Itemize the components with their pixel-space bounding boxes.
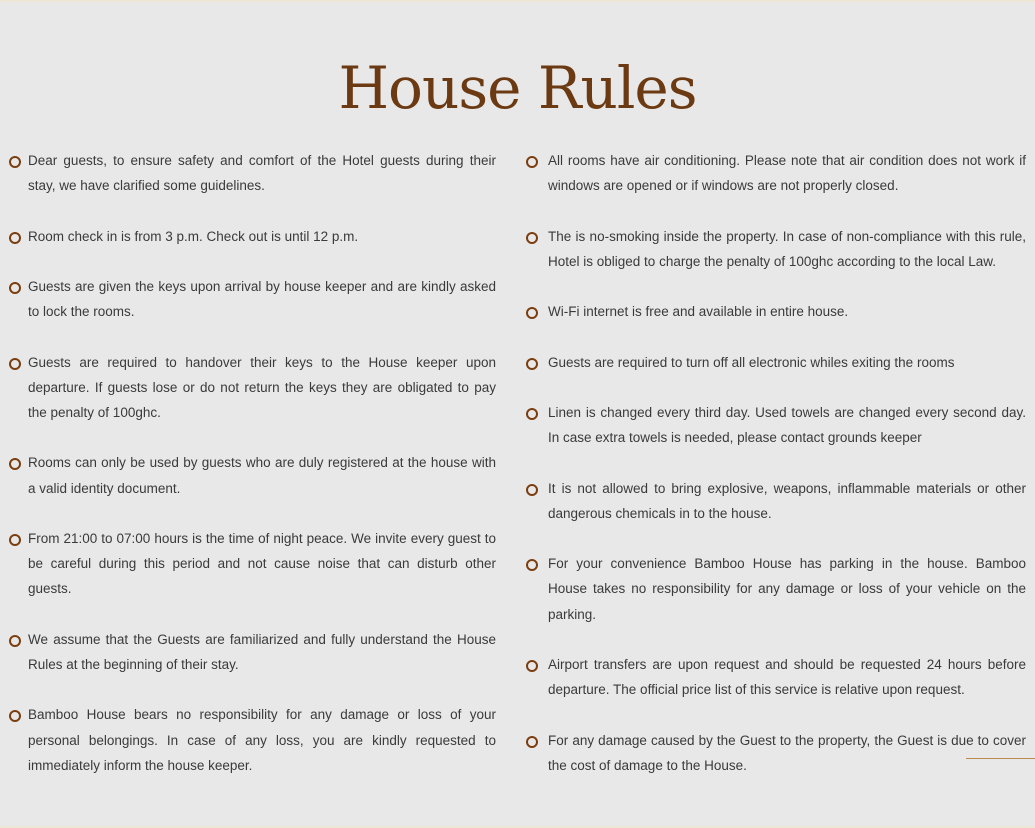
rule-text: Room check in is from 3 p.m. Check out is until 12 p.m. [28, 228, 359, 244]
rule-text: It is not allowed to bring explosive, weapons, inflammable materials or other dangerous chemicals in to the house. [548, 480, 1026, 521]
rule-item [520, 148, 1026, 198]
rules-column-right [520, 148, 1026, 803]
decorative-divider-line [966, 758, 1035, 759]
rule-text: Rooms can only be used by guests who are duly registered at the house with a valid identity document. [28, 455, 496, 496]
rule-item [520, 728, 1026, 778]
rule-text: Airport transfers are upon request and should be requested 24 hours before departure. The official price list of this service is relative upon request. [548, 656, 1026, 698]
circle-bullet-icon [526, 660, 538, 672]
rule-item [0, 702, 496, 778]
circle-bullet-icon [526, 307, 538, 319]
rule-item [520, 299, 1026, 324]
circle-bullet-icon [526, 358, 538, 370]
rule-text: Linen is changed every third day. Used towels are changed every second day. In case extra towels is needed, please contact grounds keeper [548, 404, 1026, 446]
rule-item [0, 148, 496, 198]
rule-item [520, 476, 1026, 526]
circle-bullet-icon [9, 358, 21, 370]
circle-bullet-icon [526, 736, 538, 748]
circle-bullet-icon [9, 232, 21, 244]
circle-bullet-icon [9, 635, 21, 647]
circle-bullet-icon [9, 534, 21, 546]
rule-text: We assume that the Guests are familiarized and fully understand the House Rules at the beginning of their stay. [28, 631, 496, 672]
rule-text: For your convenience Bamboo House has parking in the house. Bamboo House takes no responsibility for any damage or loss of your vehicle on the parking. [548, 556, 1026, 622]
circle-bullet-icon [9, 458, 21, 470]
rule-item [520, 224, 1026, 274]
circle-bullet-icon [526, 559, 538, 571]
rule-item [0, 450, 496, 500]
circle-bullet-icon [526, 232, 538, 244]
circle-bullet-icon [526, 484, 538, 496]
rule-item [520, 652, 1026, 702]
rule-item [520, 350, 1026, 375]
circle-bullet-icon [526, 156, 538, 168]
rule-item [0, 274, 496, 324]
rule-item [0, 224, 496, 249]
rule-text: Dear guests, to ensure safety and comfort of the Hotel guests during their stay, we have clarified some guidelines. [28, 153, 496, 194]
circle-bullet-icon [526, 408, 538, 420]
rule-item [520, 551, 1026, 627]
rule-text: All rooms have air conditioning. Please note that air condition does not work if windows are opened or if windows are not properly closed. [548, 153, 1026, 194]
rule-text: From 21:00 to 07:00 hours is the time of night peace. We invite every guest to be careful during this period and not cause noise that can disturb other guests. [28, 530, 496, 597]
circle-bullet-icon [9, 282, 21, 294]
rule-text: Guests are required to handover their keys to the House keeper upon departure. If guests lose or do not return the keys they are obligated to pay the penalty of 100ghc. [28, 354, 496, 420]
rule-text: Guests are given the keys upon arrival by house keeper and are kindly asked to lock the rooms. [28, 278, 496, 320]
rule-item [0, 350, 496, 426]
rule-text: Guests are required to turn off all electronic whiles exiting the rooms [548, 354, 955, 370]
circle-bullet-icon [9, 156, 21, 168]
top-edge-line [0, 0, 1035, 2]
rule-item [0, 627, 496, 677]
rule-item [520, 400, 1026, 450]
circle-bullet-icon [9, 710, 21, 722]
rule-text: Bamboo House bears no responsibility for any damage or loss of your personal belongings. In case of any loss, you are kindly requested to immediately inform the house keeper. [28, 707, 496, 773]
rule-text: For any damage caused by the Guest to the property, the Guest is due to cover the cost of damage to the House. [548, 732, 1026, 773]
rule-item [0, 526, 496, 602]
rule-text: The is no-smoking inside the property. In case of non-compliance with this rule, Hotel is obliged to charge the penalty of 100ghc according to the local Law. [548, 228, 1026, 269]
rule-text: Wi-Fi internet is free and available in entire house. [548, 304, 849, 320]
page-title: House Rules [338, 54, 697, 122]
rules-column-left [0, 148, 496, 803]
